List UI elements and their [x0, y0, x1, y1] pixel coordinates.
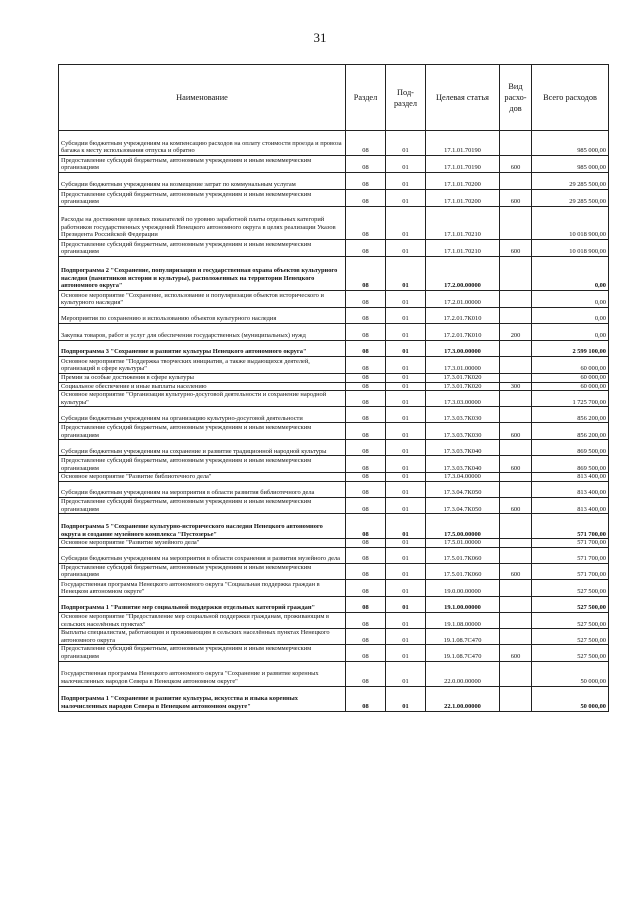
row-section-cell: 08: [346, 596, 386, 612]
row-section-cell: 08: [346, 382, 386, 391]
row-subsection-cell: 01: [386, 473, 426, 482]
table-row: [59, 661, 609, 686]
table-row: [59, 440, 609, 456]
row-section-cell: 08: [346, 629, 386, 645]
header-section: Раздел: [346, 65, 386, 131]
row-total-cell: 813 400,00: [532, 481, 609, 497]
row-section-cell: 08: [346, 357, 386, 374]
budget-table: [58, 64, 609, 712]
row-target-cell: 17.2.01.00000: [426, 291, 500, 308]
row-section-cell: 08: [346, 563, 386, 579]
table-row: [59, 645, 609, 661]
row-total-cell: 571 700,00: [532, 547, 609, 563]
row-section-cell: 08: [346, 497, 386, 513]
row-target-cell: 17.2.00.00000: [426, 257, 500, 291]
row-total-cell: 0,00: [532, 324, 609, 341]
header-target: Целевая статья: [426, 65, 500, 131]
row-total-cell: 985 000,00: [532, 156, 609, 173]
row-section-cell: 08: [346, 473, 386, 482]
row-total-cell: 813 400,00: [532, 497, 609, 513]
row-type-cell: [500, 579, 532, 596]
row-subsection-cell: 01: [386, 291, 426, 308]
row-target-cell: 19.1.08.7С470: [426, 629, 500, 645]
row-total-cell: 856 200,00: [532, 407, 609, 423]
row-target-cell: 22.0.00.00000: [426, 661, 500, 686]
table-row: [59, 207, 609, 240]
row-subsection-cell: 01: [386, 456, 426, 473]
row-name-cell: Субсидии бюджетным учреждениям на организацию культурно-досуговой деятельности: [59, 407, 346, 423]
row-type-cell: 600: [500, 240, 532, 257]
row-subsection-cell: 01: [386, 308, 426, 324]
row-subsection-cell: 01: [386, 579, 426, 596]
row-total-cell: 527 500,00: [532, 579, 609, 596]
row-section-cell: 08: [346, 661, 386, 686]
table-row: [59, 308, 609, 324]
row-subsection-cell: 01: [386, 240, 426, 257]
table-row: [59, 539, 609, 548]
row-subsection-cell: 01: [386, 497, 426, 513]
row-section-cell: 08: [346, 291, 386, 308]
row-total-cell: 29 285 500,00: [532, 173, 609, 190]
row-name-cell: Субсидии бюджетным учреждениям на возмещение затрат по коммунальным услугам: [59, 173, 346, 190]
row-target-cell: 17.3.04.00000: [426, 473, 500, 482]
row-section-cell: 08: [346, 423, 386, 440]
row-target-cell: 19.1.00.00000: [426, 596, 500, 612]
row-target-cell: 17.3.01.00000: [426, 357, 500, 374]
row-name-cell: Социальное обеспечение и иные выплаты населению: [59, 382, 346, 391]
table-row: [59, 481, 609, 497]
row-type-cell: [500, 612, 532, 628]
row-name-cell: Расходы на достижение целевых показателей по уровню заработной платы отдельных категорий работников государственных учреждений Ненецкого автономного округа в целях реализации Указов Президента Российской Федерации: [59, 207, 346, 240]
row-type-cell: 300: [500, 382, 532, 391]
header-total: Всего расходов: [532, 65, 609, 131]
row-type-cell: 600: [500, 156, 532, 173]
row-target-cell: 19.1.08.00000: [426, 612, 500, 628]
row-subsection-cell: 01: [386, 173, 426, 190]
row-subsection-cell: 01: [386, 645, 426, 661]
row-name-cell: Предоставление субсидий бюджетным, автономным учреждениям и иным некоммерческим организациям: [59, 645, 346, 661]
table-row: [59, 382, 609, 391]
row-target-cell: 17.2.01.7К010: [426, 324, 500, 341]
table-row: [59, 547, 609, 563]
table-row: [59, 190, 609, 207]
table-row: [59, 240, 609, 257]
row-subsection-cell: 01: [386, 190, 426, 207]
row-name-cell: Предоставление субсидий бюджетным, автономным учреждениям и иным некоммерческим организациям: [59, 497, 346, 513]
row-total-cell: 527 500,00: [532, 612, 609, 628]
row-total-cell: 1 725 700,00: [532, 391, 609, 407]
row-subsection-cell: 01: [386, 612, 426, 628]
table-row: [59, 579, 609, 596]
row-name-cell: Основное мероприятие "Организация культурно-досуговой деятельности и сохранение народной культуры": [59, 391, 346, 407]
row-name-cell: Подпрограмма 1 "Сохранение и развитие культуры, искусства и языка коренных малочисленных народов Севера в Ненецком автономном округе": [59, 686, 346, 711]
row-type-cell: [500, 291, 532, 308]
row-section-cell: 08: [346, 240, 386, 257]
row-target-cell: 17.3.04.7К050: [426, 497, 500, 513]
row-subsection-cell: 01: [386, 440, 426, 456]
row-type-cell: [500, 514, 532, 539]
row-subsection-cell: 01: [386, 391, 426, 407]
row-section-cell: 08: [346, 481, 386, 497]
row-name-cell: Мероприятия по сохранению и использованию объектов культурного наследия: [59, 308, 346, 324]
row-type-cell: [500, 547, 532, 563]
row-name-cell: Основное мероприятие "Предоставление мер социальной поддержки гражданам, проживающим в сельских населённых пунктах": [59, 612, 346, 628]
row-type-cell: [500, 374, 532, 383]
row-section-cell: 08: [346, 547, 386, 563]
row-section-cell: 08: [346, 173, 386, 190]
row-target-cell: 17.5.00.00000: [426, 514, 500, 539]
row-target-cell: 17.1.01.70210: [426, 207, 500, 240]
row-target-cell: 17.5.01.00000: [426, 539, 500, 548]
row-section-cell: 08: [346, 645, 386, 661]
row-name-cell: Подпрограмма 5 "Сохранение культурно-исторического наследия Ненецкого автономного округа и создание музейного комплекса "Пустозерье": [59, 514, 346, 539]
row-type-cell: [500, 539, 532, 548]
row-subsection-cell: 01: [386, 563, 426, 579]
table-row: [59, 173, 609, 190]
row-section-cell: 08: [346, 407, 386, 423]
row-name-cell: Предоставление субсидий бюджетным, автономным учреждениям и иным некоммерческим организациям: [59, 423, 346, 440]
table-row: [59, 156, 609, 173]
row-name-cell: Подпрограмма 3 "Сохранение и развитие культуры Ненецкого автономного округа": [59, 341, 346, 357]
row-total-cell: 571 700,00: [532, 563, 609, 579]
row-subsection-cell: 01: [386, 481, 426, 497]
row-subsection-cell: 01: [386, 661, 426, 686]
row-name-cell: Выплаты специалистам, работающим и проживающим в сельских населённых пунктах Ненецкого автономного округа: [59, 629, 346, 645]
row-subsection-cell: 01: [386, 374, 426, 383]
row-subsection-cell: 01: [386, 629, 426, 645]
table-row: [59, 131, 609, 156]
row-subsection-cell: 01: [386, 539, 426, 548]
row-total-cell: 869 500,00: [532, 456, 609, 473]
row-target-cell: 17.2.01.7К010: [426, 308, 500, 324]
row-target-cell: 17.3.04.7К050: [426, 481, 500, 497]
row-target-cell: 17.1.01.70200: [426, 173, 500, 190]
row-total-cell: 527 500,00: [532, 645, 609, 661]
row-target-cell: 17.3.03.7К030: [426, 407, 500, 423]
row-section-cell: 08: [346, 374, 386, 383]
row-name-cell: Предоставление субсидий бюджетным, автономным учреждениям и иным некоммерческим организациям: [59, 240, 346, 257]
table-row: [59, 391, 609, 407]
row-type-cell: [500, 131, 532, 156]
row-section-cell: 08: [346, 456, 386, 473]
table-header-row: [59, 65, 609, 131]
row-subsection-cell: 01: [386, 156, 426, 173]
row-type-cell: 600: [500, 563, 532, 579]
row-total-cell: 571 700,00: [532, 514, 609, 539]
row-target-cell: 17.1.01.70190: [426, 156, 500, 173]
row-target-cell: 19.1.08.7С470: [426, 645, 500, 661]
row-type-cell: [500, 207, 532, 240]
row-type-cell: [500, 661, 532, 686]
row-total-cell: 571 700,00: [532, 539, 609, 548]
row-type-cell: [500, 473, 532, 482]
row-target-cell: 22.1.00.00000: [426, 686, 500, 711]
row-name-cell: Субсидии бюджетным учреждениям на сохранение и развитие традиционной народной культуры: [59, 440, 346, 456]
row-subsection-cell: 01: [386, 324, 426, 341]
row-section-cell: 08: [346, 514, 386, 539]
row-total-cell: 60 000,00: [532, 374, 609, 383]
row-section-cell: 08: [346, 612, 386, 628]
row-target-cell: 17.3.03.7К040: [426, 440, 500, 456]
row-target-cell: 17.3.03.7К040: [426, 456, 500, 473]
row-subsection-cell: 01: [386, 257, 426, 291]
row-total-cell: 50 000,00: [532, 661, 609, 686]
row-name-cell: Субсидии бюджетным учреждениям на компенсацию расходов на оплату стоимости проезда и провоза багажа к месту использования отпуска и обратно: [59, 131, 346, 156]
row-total-cell: 0,00: [532, 291, 609, 308]
row-subsection-cell: 01: [386, 407, 426, 423]
row-type-cell: 600: [500, 190, 532, 207]
row-section-cell: 08: [346, 440, 386, 456]
row-name-cell: Премии за особые достижения в сфере культуры: [59, 374, 346, 383]
row-total-cell: 2 599 100,00: [532, 341, 609, 357]
row-target-cell: 17.3.01.7К020: [426, 374, 500, 383]
table-row: [59, 407, 609, 423]
row-name-cell: Государственная программа Ненецкого автономного округа "Социальная поддержка граждан в Ненецком автономном округе": [59, 579, 346, 596]
row-type-cell: [500, 391, 532, 407]
row-subsection-cell: 01: [386, 514, 426, 539]
header-expense-type: Вид расхо-дов: [500, 65, 532, 131]
row-total-cell: 527 500,00: [532, 629, 609, 645]
table-row: [59, 473, 609, 482]
row-name-cell: Подпрограмма 2 "Сохранение, популяризация и государственная охрана объектов культурного наследия (памятников истории и культуры), расположенных на территории Ненецкого автономного округа": [59, 257, 346, 291]
row-section-cell: 08: [346, 341, 386, 357]
table-row: [59, 456, 609, 473]
row-total-cell: 0,00: [532, 308, 609, 324]
row-section-cell: 08: [346, 308, 386, 324]
row-subsection-cell: 01: [386, 207, 426, 240]
page-number: 31: [313, 30, 327, 45]
row-total-cell: 50 000,00: [532, 686, 609, 711]
row-name-cell: Закупка товаров, работ и услуг для обеспечения государственных (муниципальных) нужд: [59, 324, 346, 341]
row-target-cell: 17.3.03.7К030: [426, 423, 500, 440]
row-type-cell: [500, 407, 532, 423]
row-type-cell: 200: [500, 324, 532, 341]
row-target-cell: 17.5.01.7К060: [426, 547, 500, 563]
row-type-cell: 600: [500, 423, 532, 440]
row-total-cell: 869 500,00: [532, 440, 609, 456]
table-row: [59, 596, 609, 612]
row-target-cell: 17.1.01.70210: [426, 240, 500, 257]
row-section-cell: 08: [346, 156, 386, 173]
row-total-cell: 10 018 900,00: [532, 240, 609, 257]
row-subsection-cell: 01: [386, 686, 426, 711]
table-row: [59, 324, 609, 341]
row-section-cell: 08: [346, 131, 386, 156]
row-total-cell: 856 200,00: [532, 423, 609, 440]
row-name-cell: Подпрограмма 1 "Развитие мер социальной поддержки отдельных категорий граждан": [59, 596, 346, 612]
row-subsection-cell: 01: [386, 341, 426, 357]
row-type-cell: [500, 629, 532, 645]
row-target-cell: 17.3.03.00000: [426, 391, 500, 407]
row-type-cell: [500, 596, 532, 612]
table-row: [59, 374, 609, 383]
row-type-cell: [500, 440, 532, 456]
row-target-cell: 17.1.01.70200: [426, 190, 500, 207]
row-type-cell: [500, 686, 532, 711]
row-subsection-cell: 01: [386, 596, 426, 612]
table-row: [59, 514, 609, 539]
row-target-cell: 17.1.01.70190: [426, 131, 500, 156]
row-total-cell: 0,00: [532, 257, 609, 291]
row-section-cell: 08: [346, 539, 386, 548]
row-subsection-cell: 01: [386, 357, 426, 374]
table-row: [59, 563, 609, 579]
row-target-cell: 17.5.01.7К060: [426, 563, 500, 579]
table-row: [59, 357, 609, 374]
row-type-cell: [500, 341, 532, 357]
header-name: Наименование: [59, 65, 346, 131]
table-row: [59, 497, 609, 513]
row-name-cell: Предоставление субсидий бюджетным, автономным учреждениям и иным некоммерческим организациям: [59, 190, 346, 207]
row-section-cell: 08: [346, 257, 386, 291]
row-type-cell: [500, 481, 532, 497]
row-total-cell: 60 000,00: [532, 357, 609, 374]
table-row: [59, 341, 609, 357]
row-name-cell: Субсидии бюджетным учреждениям на мероприятия в области сохранения и развития музейного дела: [59, 547, 346, 563]
row-total-cell: 10 018 900,00: [532, 207, 609, 240]
row-type-cell: 600: [500, 645, 532, 661]
row-total-cell: 60 000,00: [532, 382, 609, 391]
row-type-cell: [500, 357, 532, 374]
row-type-cell: [500, 257, 532, 291]
row-type-cell: [500, 308, 532, 324]
row-target-cell: 17.3.00.00000: [426, 341, 500, 357]
row-name-cell: Основное мероприятие "Развитие библиотечного дела": [59, 473, 346, 482]
row-name-cell: Предоставление субсидий бюджетным, автономным учреждениям и иным некоммерческим организациям: [59, 456, 346, 473]
table-row: [59, 629, 609, 645]
row-total-cell: 813 400,00: [532, 473, 609, 482]
row-name-cell: Государственная программа Ненецкого автономного округа "Сохранение и развитие коренных малочисленных народов Севера в Ненецком автономном округе": [59, 661, 346, 686]
row-target-cell: 19.0.00.00000: [426, 579, 500, 596]
row-type-cell: 600: [500, 497, 532, 513]
row-section-cell: 08: [346, 207, 386, 240]
row-name-cell: Основное мероприятие "Развитие музейного дела": [59, 539, 346, 548]
row-name-cell: Основное мероприятие "Поддержка творческих инициатив, а также выдающихся деятелей, организаций в сфере культуры": [59, 357, 346, 374]
row-section-cell: 08: [346, 686, 386, 711]
table-row: [59, 612, 609, 628]
row-target-cell: 17.3.01.7К020: [426, 382, 500, 391]
row-section-cell: 08: [346, 579, 386, 596]
row-section-cell: 08: [346, 190, 386, 207]
row-subsection-cell: 01: [386, 382, 426, 391]
row-name-cell: Предоставление субсидий бюджетным, автономным учреждениям и иным некоммерческим организациям: [59, 563, 346, 579]
row-subsection-cell: 01: [386, 547, 426, 563]
row-name-cell: Основное мероприятие "Сохранение, использование и популяризация объектов исторического и культурного наследия": [59, 291, 346, 308]
row-total-cell: 527 500,00: [532, 596, 609, 612]
table-row: [59, 257, 609, 291]
header-subsection: Под-раздел: [386, 65, 426, 131]
row-section-cell: 08: [346, 324, 386, 341]
row-subsection-cell: 01: [386, 423, 426, 440]
row-type-cell: [500, 173, 532, 190]
row-name-cell: Предоставление субсидий бюджетным, автономным учреждениям и иным некоммерческим организациям: [59, 156, 346, 173]
row-name-cell: Субсидии бюджетным учреждениям на мероприятия в области развития библиотечного дела: [59, 481, 346, 497]
table-row: [59, 291, 609, 308]
row-section-cell: 08: [346, 391, 386, 407]
row-type-cell: 600: [500, 456, 532, 473]
row-subsection-cell: 01: [386, 131, 426, 156]
table-row: [59, 423, 609, 440]
row-total-cell: 985 000,00: [532, 131, 609, 156]
table-row: [59, 686, 609, 711]
row-total-cell: 29 285 500,00: [532, 190, 609, 207]
